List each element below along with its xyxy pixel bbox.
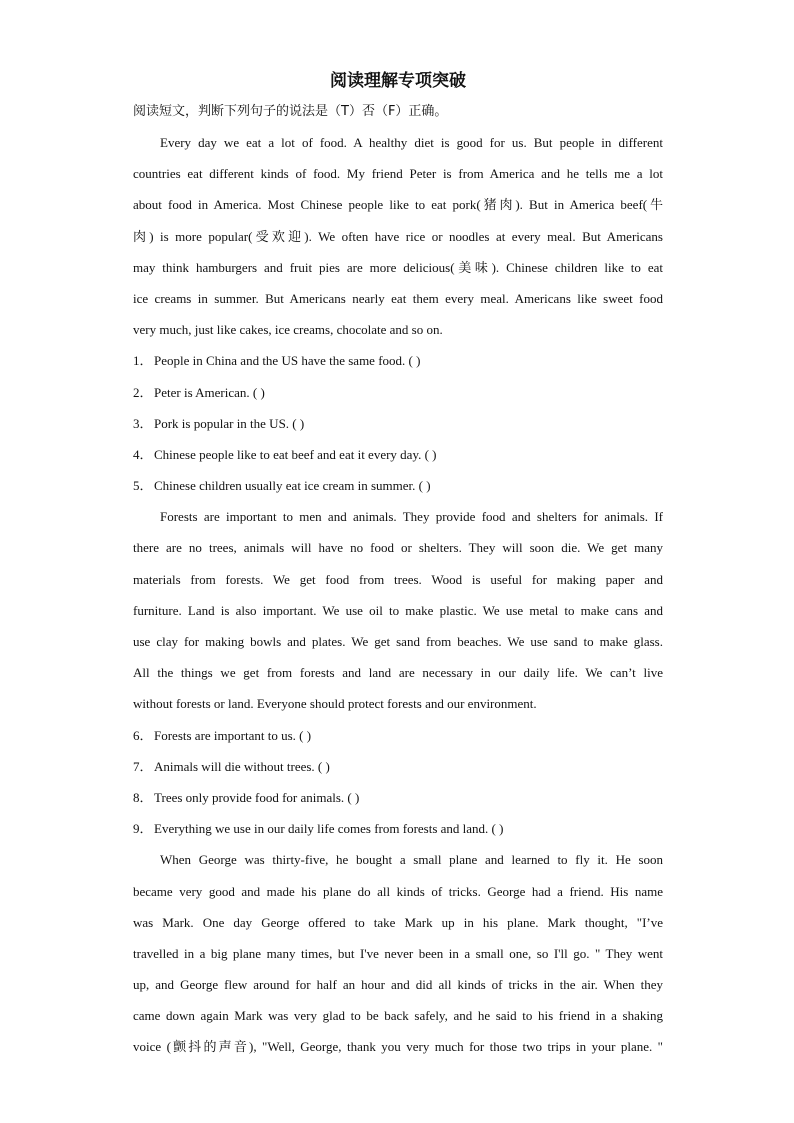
question-item bbox=[133, 751, 663, 782]
question-text: Chinese people like to eat beef and eat it every day. ( ) bbox=[154, 446, 437, 462]
question-item bbox=[133, 470, 663, 501]
passage-line: came down again Mark was very glad to be back safely, and he said to his friend in a shaking bbox=[133, 1008, 663, 1024]
question-text: Pork is popular in the US. ( ) bbox=[154, 415, 305, 431]
question-item bbox=[133, 782, 663, 813]
question-number: 8． bbox=[133, 789, 153, 805]
question-list-2 bbox=[133, 720, 663, 845]
passage-line: about food in America. Most Chinese people like to eat pork(猪肉). But in America beef(牛 bbox=[133, 197, 663, 213]
question-number: 4． bbox=[133, 446, 153, 462]
passage-line: ice creams in summer. But Americans nearly eat them every meal. Americans like sweet food bbox=[133, 290, 663, 306]
question-number: 2． bbox=[133, 384, 153, 400]
question-number: 1． bbox=[133, 353, 153, 369]
question-item bbox=[133, 813, 663, 844]
passage-line: furniture. Land is also important. We use oil to make plastic. We use metal to make cans and bbox=[133, 602, 663, 618]
question-item bbox=[133, 345, 663, 376]
passage-line: there are no trees, animals will have no food or shelters. They will soon die. We get many bbox=[133, 540, 663, 556]
question-item bbox=[133, 408, 663, 439]
passage-line: Forests are important to men and animals. They provide food and shelters for animals. If bbox=[160, 509, 663, 525]
passage-line: very much, just like cakes, ice creams, chocolate and so on. bbox=[133, 322, 443, 338]
question-item bbox=[133, 439, 663, 470]
question-number: 6． bbox=[133, 727, 153, 743]
question-text: Chinese children usually eat ice cream in summer. ( ) bbox=[154, 478, 431, 494]
passage-line: travelled in a big plane many times, but I've never been in a small one, so I'll go. " They went bbox=[133, 945, 663, 961]
question-item bbox=[133, 720, 663, 751]
passage-line: 肉) is more popular(受欢迎). We often have rice or noodles at every meal. But Americans bbox=[133, 228, 663, 244]
passage-line: voice (颤抖的声音), "Well, George, thank you very much for those two trips in your plane. " bbox=[133, 1039, 663, 1055]
passage-2 bbox=[133, 501, 663, 719]
question-text: Forests are important to us. ( ) bbox=[154, 727, 312, 743]
passage-line: became very good and made his plane do all kinds of tricks. George had a friend. His name bbox=[133, 883, 663, 899]
passage-line: materials from forests. We get food from trees. Wood is useful for making paper and bbox=[133, 571, 663, 587]
question-list-1 bbox=[133, 345, 663, 501]
passage-1 bbox=[133, 127, 663, 345]
question-number: 5． bbox=[133, 478, 153, 494]
question-number: 9． bbox=[133, 821, 153, 837]
passage-line: without forests or land. Everyone should protect forests and our environment. bbox=[133, 696, 537, 712]
passage-line: Every day we eat a lot of food. A healthy diet is good for us. But people in different bbox=[160, 135, 663, 150]
page-title: 阅读理解专项突破 bbox=[330, 71, 466, 91]
passage-line: When George was thirty-five, he bought a small plane and learned to fly it. He soon bbox=[160, 852, 663, 868]
question-text: Everything we use in our daily life comes from forests and land. ( ) bbox=[154, 821, 504, 837]
passage-line: countries eat different kinds of food. My friend Peter is from America and he tells me a lot bbox=[133, 166, 663, 182]
passage-line: use clay for making bowls and plates. We get sand from beaches. We use sand to make glass. bbox=[133, 634, 663, 649]
question-text: Animals will die without trees. ( ) bbox=[154, 758, 330, 774]
passage-3 bbox=[133, 844, 663, 1062]
question-text: People in China and the US have the same food. ( ) bbox=[154, 353, 421, 369]
question-number: 3． bbox=[133, 415, 153, 431]
question-text: Trees only provide food for animals. ( ) bbox=[154, 789, 360, 805]
instruction: 阅读短文，判断下列句子的说法是（T）否（F）正确。 bbox=[133, 104, 448, 119]
document-page bbox=[133, 66, 663, 1063]
passage-line: was Mark. One day George offered to take Mark up in his plane. Mark thought, "I’ve bbox=[133, 914, 663, 930]
question-number: 7． bbox=[133, 758, 153, 774]
passage-line: up, and George flew around for half an hour and did all kinds of tricks in the air. When they bbox=[133, 977, 663, 993]
passage-line: All the things we get from forests and land are necessary in our daily life. We can’t live bbox=[133, 665, 663, 681]
passage-line: may think hamburgers and fruit pies are more delicious(美味). Chinese children like to eat bbox=[133, 259, 663, 275]
question-item bbox=[133, 377, 663, 408]
question-text: Peter is American. ( ) bbox=[154, 384, 265, 400]
